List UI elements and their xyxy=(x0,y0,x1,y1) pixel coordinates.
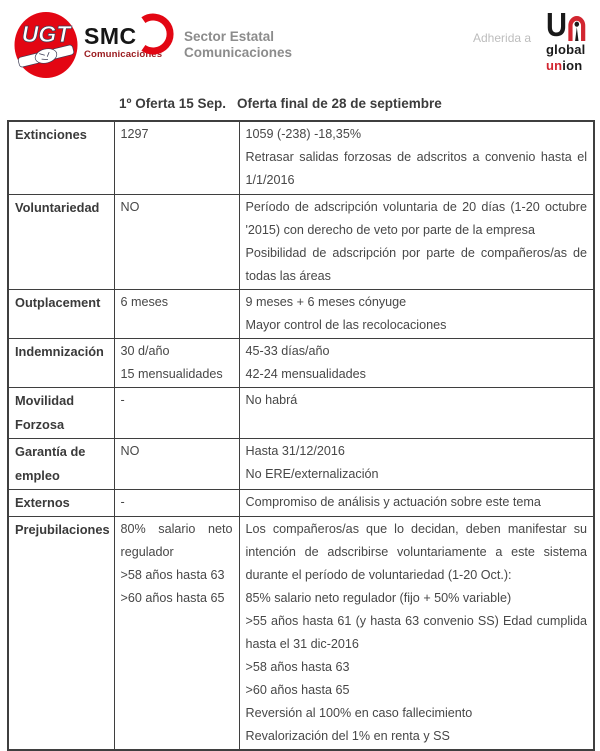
uni-union-label xyxy=(546,59,591,73)
offer2-cell xyxy=(239,338,594,387)
offer1-cell xyxy=(114,121,239,194)
table-row xyxy=(8,387,594,438)
cell-paragraph: >60 años hasta 65 xyxy=(120,590,225,605)
cell-paragraph: No habrá xyxy=(245,392,298,407)
cell-paragraph: >58 años hasta 63 xyxy=(245,659,350,674)
ugt-circle-handshake-icon xyxy=(14,11,78,79)
offer2-cell xyxy=(239,289,594,338)
uni-union-red-part: un xyxy=(546,57,563,73)
cell-paragraph: >55 años hasta 61 (y hasta 63 convenio SS) Edad cumplida hasta el 31 dic-2016 xyxy=(245,613,587,651)
table-row xyxy=(8,194,594,289)
row-label: Garantía de empleo xyxy=(8,438,114,489)
table-row xyxy=(8,489,594,516)
cell-paragraph: NO xyxy=(120,199,140,214)
uni-big-wordmark xyxy=(546,8,585,41)
offer1-cell xyxy=(114,516,239,750)
cell-paragraph: 85% salario neto regulador (fijo + 50% variable) xyxy=(245,590,512,605)
cell-paragraph: 6 meses xyxy=(120,294,169,309)
sector-line1: Sector Estatal xyxy=(184,29,275,44)
red-arc-icon xyxy=(138,12,175,61)
offer2-cell xyxy=(239,489,594,516)
cell-paragraph: Los compañeros/as que lo decidan, deben manifestar su intención de adscribirse voluntariamente a este sistema durante el período de voluntariedad (1-20 Oct.): xyxy=(245,521,587,582)
offer2-cell xyxy=(239,194,594,289)
offer1-column-header: 1º Oferta 15 Sep. xyxy=(119,96,226,111)
cell-paragraph: Compromiso de análisis y actuación sobre este tema xyxy=(245,494,541,509)
table-row xyxy=(8,121,594,194)
cell-paragraph: Posibilidad de adscripción por parte de compañeros/as de todas las áreas xyxy=(245,245,587,283)
table-row xyxy=(8,338,594,387)
cell-paragraph: 80% salario neto regulador xyxy=(120,521,233,559)
offer2-column-header: Oferta final de 28 de septiembre xyxy=(237,96,442,111)
cell-paragraph: Mayor control de las recolocaciones xyxy=(245,317,447,332)
offer1-cell xyxy=(114,438,239,489)
uni-letter-u: U xyxy=(546,6,567,43)
offer1-cell xyxy=(114,387,239,438)
cell-paragraph: Revalorización del 1% en renta y SS xyxy=(245,728,450,743)
uni-union-black-part: ion xyxy=(562,57,583,73)
uni-global-label: global xyxy=(546,42,586,57)
offer1-cell xyxy=(114,289,239,338)
smc-subtitle: Comunicaciones xyxy=(84,49,163,60)
cell-paragraph: Período de adscripción voluntaria de 20 días (1-20 octubre '2015) con derecho de veto por parte de la empresa xyxy=(245,199,587,237)
table-row xyxy=(8,289,594,338)
cell-paragraph: 1059 (-238) -18,35% xyxy=(245,127,362,141)
uni-global-union-logo xyxy=(546,8,591,72)
row-label: Externos xyxy=(8,489,114,516)
row-label: Movilidad Forzosa xyxy=(8,387,114,438)
cell-paragraph: NO xyxy=(120,443,140,458)
cell-paragraph: 30 d/año xyxy=(120,343,170,358)
row-label: Prejubilaciones xyxy=(8,516,114,750)
comparison-table xyxy=(7,120,595,751)
cell-paragraph: Retrasar salidas forzosas de adscritos a convenio hasta el 1/1/2016 xyxy=(245,150,587,187)
cell-paragraph: >58 años hasta 63 xyxy=(120,567,225,582)
cell-paragraph: 15 mensualidades xyxy=(120,366,223,381)
row-label: Voluntariedad xyxy=(8,194,114,289)
cell-paragraph: 1297 xyxy=(120,127,149,141)
cell-paragraph: Hasta 31/12/2016 xyxy=(245,443,345,458)
offer1-cell xyxy=(114,194,239,289)
table-row xyxy=(8,438,594,489)
uni-arch-person-icon xyxy=(568,16,586,41)
cell-paragraph: >60 años hasta 65 xyxy=(245,682,350,697)
cell-paragraph: Reversión al 100% en caso fallecimiento xyxy=(245,705,473,720)
cell-paragraph: - xyxy=(120,392,125,407)
svg-text:UGT: UGT xyxy=(21,21,71,47)
offer2-cell xyxy=(239,387,594,438)
sector-line2: Comunicaciones xyxy=(184,45,293,60)
cell-paragraph: 45-33 días/año xyxy=(245,343,330,358)
row-label: Outplacement xyxy=(8,289,114,338)
offer2-cell xyxy=(239,516,594,750)
row-label: Extinciones xyxy=(8,121,114,194)
cell-paragraph: - xyxy=(120,494,125,509)
sector-title xyxy=(184,29,292,61)
cell-paragraph: 42-24 mensualidades xyxy=(245,366,366,381)
cell-paragraph: 9 meses + 6 meses cónyuge xyxy=(245,294,407,309)
ugt-logo xyxy=(14,11,78,84)
adherida-label: Adherida a xyxy=(473,31,532,45)
offer1-cell xyxy=(114,489,239,516)
cell-paragraph: No ERE/externalización xyxy=(245,466,379,481)
offer1-cell xyxy=(114,338,239,387)
smc-title: SMC xyxy=(84,23,137,49)
offer2-cell xyxy=(239,438,594,489)
row-label: Indemnización xyxy=(8,338,114,387)
table-row xyxy=(8,516,594,750)
offer2-cell xyxy=(239,121,594,194)
